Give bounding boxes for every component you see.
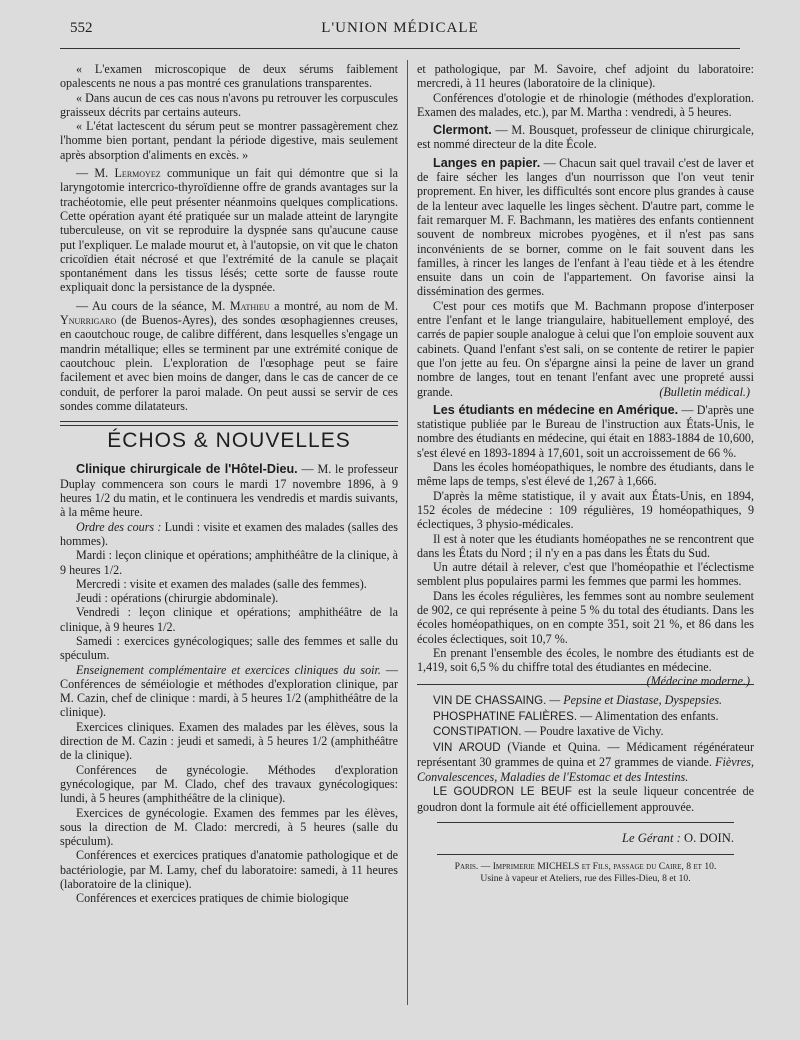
langes-paragraph: Langes en papier. — Chacun sait quel travail c'est de laver et de faire sécher les langes d'un nourrisson que l'on veut tenir proprement. En hiver, les difficultés sont encore plus grandes à cause de la lenteur avec laquelle les linges sèchent. D'autre part, comme le fait remarquer M. F. Bachmann, les matières des enfants contiennent souvent de nombreux microbes pyogènes, et il n'est pas sans inconvénients de se borner, comme on le fait souvent dans les familles, à rincer les langes de l'enfant à l'eau tiède et à les étendre ensuite dans un coin de l'appartement. On favorise ainsi la dissémination des germes.: [417, 155, 754, 299]
author-name: Mathieu: [229, 298, 270, 313]
quote-paragraph: « L'examen microscopique de deux sérums faiblement opalescents ne nous a pas montré ces granulations transparentes.: [60, 62, 398, 91]
ad-phosphatine: PHOSPHATINE FALIÈRES. — Alimentation des enfants.: [433, 708, 719, 723]
etudiants-paragraph: Un autre détail à relever, c'est que l'homéopathie et l'éclectisme semblent plus populaires parmi les femmes que parmi les hommes.: [417, 560, 754, 589]
printer-divider: [437, 854, 734, 855]
course-item: Exercices cliniques. Examen des malades par les élèves, sous la direction de M. Cazin : jeudi et samedi, à 5 heures 1/2 (amphithéâtre de la clinique).: [60, 719, 398, 763]
page-header: [60, 18, 740, 44]
etudiants-paragraph: Il est à noter que les étudiants homéopathes ne se rencontrent que dans les États du Nord ; il n'y en a pas dans les États du Sud.: [417, 531, 754, 560]
left-column: [60, 62, 398, 906]
langes-paragraph-2: C'est pour ces motifs que M. Bachmann propose d'interposer entre l'enfant et le lange triangulaire, habituellement employé, des carrés de papier souple analogue à celui que l'on emploie souvent aux cabinets. Quand l'enfant s'est sali, on se contente de retirer le papier que l'on jette au feu. On s'épargne ainsi la peine de laver un grand nombre de langes, tout en tenant l'enfant avec une propreté aussi grande. (Bulletin médical.): [417, 298, 754, 399]
course-item: Conférences de gynécologie. Méthodes d'exploration gynécologique, par M. Clado, chef des travaux gynécologiques: lundi, à 5 heures (amphithéâtre de la clinique).: [60, 762, 398, 806]
schedule-item: Samedi : exercices gynécologiques; salle des femmes et salle du spéculum.: [60, 633, 398, 663]
author-name: Lermoyez: [114, 166, 161, 181]
section-divider: [60, 421, 398, 426]
ad-chassaing: VIN DE CHASSAING. — Pepsine et Diastase, Dyspepsies.: [433, 693, 723, 708]
quote-paragraph: « Dans aucun de ces cas nous n'avons pu retrouver les corpuscules graisseux décrits par certains auteurs.: [60, 90, 398, 119]
mathieu-paragraph: — Au cours de la séance, M. Mathieu a montré, au nom de M. Ynurrigaro (de Buenos-Ayres), des sondes œsophagiennes creuses, en caoutchouc rouge, de calibre différent, dans lesquelles s'engage un mandrin métallique; elles se terminent par une extrémité conique de caoutchouc plein. L'exploration de l'œsophage peut se faire facilement et avec bien moins de danger, dans le cas de cancer de ce conduit, de perforer la paroi malade. On peut aussi se servir de ces sondes comme dilatateurs.: [60, 298, 398, 413]
quote-paragraph: « L'état lactescent du sérum peut se montrer passagèrement chez l'homme bien portant, pendant la période digestive, mais seulement après absorption d'aliments en excès. »: [60, 119, 398, 162]
course-item: Conférences et exercices pratiques d'anatomie pathologique et de bactériologie, par M. Lamy, chef du laboratoire: samedi, à 11 heures (laboratoire de la clinique).: [60, 848, 398, 892]
etudiants-paragraph: Dans les écoles homéopathiques, le nombre des étudiants, dans le même laps de temps, s'est élevé de 1,267 à 1,666.: [417, 460, 754, 489]
printer-imprint: Paris. — Imprimerie MICHELS et Fils, passage du Caire, 8 et 10. Usine à vapeur et Ateliers, rue des Filles-Dieu, 8 et 10.: [454, 860, 717, 884]
article-heading: Clermont.: [433, 123, 492, 138]
continuation-paragraph: et pathologique, par M. Savoire, chef adjoint du laboratoire: mercredi, à 11 heures (laboratoire de la clinique).: [417, 62, 754, 91]
etudiants-paragraph: Les étudiants en médecine en Amérique. — D'après une statistique publiée par le Bureau de l'instruction aux États-Unis, le nombre des étudiants en médecine, qui était en 1883-1884 de 10,600, s'est élevé en 1893-1894 à 17,601, soit un accroissement de 66 %.: [417, 402, 754, 460]
header-rule: [60, 48, 740, 49]
author-name: Ynurrigaro: [60, 313, 117, 328]
course-item: Exercices de gynécologie. Examen des femmes par les élèves, sous la direction de M. Clado: mercredi, à 5 heures (salle du spéculum).: [60, 805, 398, 849]
journal-title: L'UNION MÉDICALE: [321, 20, 479, 36]
otologie-paragraph: Conférences d'otologie et de rhinologie (méthodes d'exploration. Examen des malades, etc.), par M. Martha : vendredi, à 5 heures.: [417, 90, 754, 119]
column-divider: [407, 60, 408, 1005]
course-item: Conférences et exercices pratiques de chimie biologique: [76, 891, 349, 906]
page-number: 552: [70, 20, 93, 36]
schedule-item: Mardi : leçon clinique et opérations; amphithéâtre de la clinique, à 9 heures 1/2.: [60, 548, 398, 577]
source-citation: (Médecine moderne.): [646, 674, 750, 689]
etudiants-paragraph: D'après la même statistique, il y avait aux États-Unis, en 1894, 152 écoles de médecine : 109 régulières, 19 homéopathiques, 9 éclectiques, 3 physio-médicales.: [417, 488, 754, 532]
ad-constipation: CONSTIPATION. — Poudre laxative de Vichy.: [433, 724, 664, 739]
signature: Le Gérant : O. DOIN.: [622, 831, 734, 846]
order-paragraph: Ordre des cours : Lundi : visite et examen des malades (salles des hommes).: [60, 519, 398, 548]
schedule-item: Jeudi : opérations (chirurgie abdominale).: [76, 591, 279, 606]
clinique-paragraph: Clinique chirurgicale de l'Hôtel-Dieu. — M. le professeur Duplay commencera son cours le mardi 17 novembre 1896, à 9 heures 1/2 du matin, et le continuera les vendredis et mardis suivants, à la même heure.: [60, 462, 398, 520]
schedule-item: Mercredi : visite et examen des malades (salle des femmes).: [76, 576, 367, 591]
lermoyez-paragraph: — M. Lermoyez communique un fait qui démontre que si la laryngotomie intercrico-thyroïdienne offre de grands avantages sur la trachéotomie, elle peut présenter néanmoins quelques complications. Cette opération ayant été pratiquée sur un malade atteint de laryngite tuberculeuse, on vit se reproduire la dyspnée sans qu'aucune cause put l'expliquer. Le malade mourut et, à l'autopsie, on vit que le chaton cricoïdien était nécrosé et que l'extrémité de la canule se plaçait spontanément dans les tissus lésés; cette sorte de fausse route expliquait donc la persistance de la dyspnée.: [60, 166, 398, 295]
section-title: ÉCHOS & NOUVELLES: [107, 429, 351, 453]
clermont-paragraph: Clermont. — M. Bousquet, professeur de clinique chirurgicale, est nommé directeur de la dite École.: [417, 123, 754, 152]
right-column: [417, 62, 754, 885]
ad-aroud: VIN AROUD (Viande et Quina. — Médicament régénérateur représentant 30 grammes de quina et 27 grammes de viande. Fièvres, Convalescences, Maladies de l'Estomac et des Intestins.: [417, 739, 754, 784]
source-citation: (Bulletin médical.): [659, 384, 750, 399]
ad-goudron: LE GOUDRON LE BEUF est la seule liqueur concentrée de goudron dont la formule ait été officiellement approuvée.: [417, 784, 754, 814]
schedule-item: Vendredi : leçon clinique et opérations; amphithéâtre de la clinique, à 9 heures 1/2.: [60, 605, 398, 634]
article-heading: Les étudiants en médecine en Amérique.: [433, 402, 679, 417]
signature-divider: [437, 822, 734, 823]
advertisements: [417, 693, 754, 814]
article-heading: Clinique chirurgicale de l'Hôtel-Dieu.: [76, 462, 298, 477]
article-heading: Langes en papier.: [433, 155, 541, 170]
etudiants-paragraph: Dans les écoles régulières, les femmes sont au nombre seulement de 902, ce qui représente à peine 5 % du total des étudiants. Dans les écoles homéopathiques, on en compte 351, soit 21 %, et 86 dans les écoles éclectiques, soit 10,7 %.: [417, 588, 754, 646]
enseignement-paragraph: Enseignement complémentaire et exercices cliniques du soir. — Conférences de séméiologie et méthodes d'exploration clinique, par M. Cazin, chef de clinique : mardi, à 5 heures 1/2 (amphithéâtre de la clinique).: [60, 662, 398, 720]
signature-name: O. DOIN.: [683, 831, 734, 846]
etudiants-last-paragraph: En prenant l'ensemble des écoles, le nombre des étudiants est de 1,419, soit 6,5 % du chiffre total des étudiantes en médecine. (Médecine moderne.): [417, 645, 754, 689]
